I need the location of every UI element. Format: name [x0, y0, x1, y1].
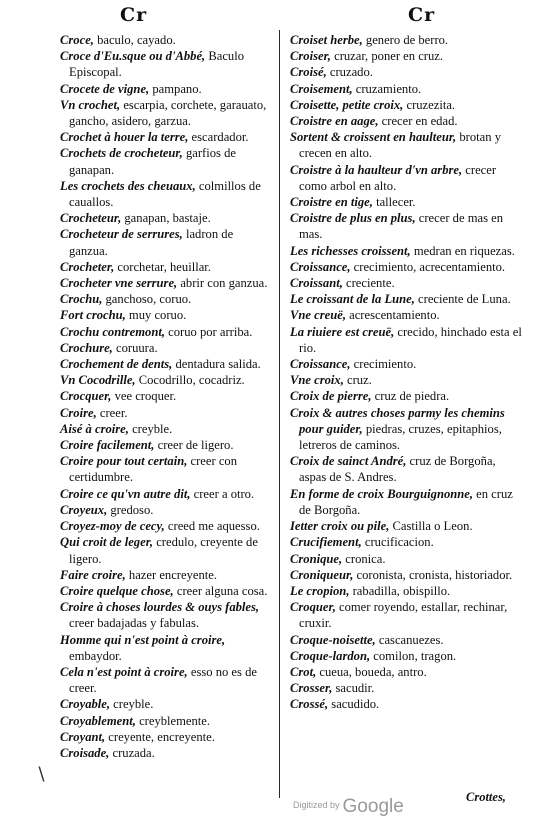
dictionary-entry	[60, 48, 274, 80]
dictionary-entry	[290, 388, 522, 404]
entry-translation: cruzado.	[326, 65, 373, 80]
entry-translation: crecer de mas en mas.	[299, 211, 504, 242]
entry-translation: corchetar, heuillar.	[114, 259, 211, 274]
entry-headword: Vn crochet,	[60, 97, 121, 112]
entry-translation: Baculo Episcopal.	[69, 49, 245, 80]
entry-headword: Croire,	[60, 405, 97, 420]
entry-translation: tallecer.	[372, 195, 416, 210]
entry-headword: Croque-noisette,	[290, 632, 376, 647]
dictionary-entry	[60, 291, 274, 307]
entry-headword: Le croissant de la Lune,	[290, 292, 415, 307]
dictionary-entry	[60, 453, 274, 485]
dictionary-entry	[60, 599, 274, 631]
dictionary-entry	[290, 680, 522, 696]
entry-translation: creer a otro.	[190, 486, 255, 501]
entry-headword: Crocheter,	[60, 259, 115, 274]
entry-headword: Croyeux,	[60, 502, 108, 517]
dictionary-entry	[60, 81, 274, 97]
dictionary-entry	[290, 324, 522, 356]
entry-translation: cascanuezes.	[375, 632, 444, 647]
entry-headword: Croire quelque chose,	[60, 583, 174, 598]
dictionary-entry	[290, 551, 522, 567]
dictionary-entry	[60, 664, 274, 696]
entry-headword: Croniqueur,	[290, 567, 354, 582]
entry-headword: Le cropion,	[290, 583, 350, 598]
entry-translation: creer alguna cosa.	[173, 583, 268, 598]
entry-translation: colmillos de cauallos.	[69, 178, 261, 210]
entry-translation: cruzezita.	[403, 97, 456, 112]
entry-headword: Croyable,	[60, 697, 111, 712]
dictionary-entry	[60, 696, 274, 712]
entry-translation: esso no es de creer.	[69, 664, 257, 696]
entry-headword: Croyablement,	[60, 713, 136, 728]
entry-translation: crecer en edad.	[378, 114, 458, 129]
entry-translation: rabadilla, obispillo.	[349, 583, 451, 598]
dictionary-entry	[290, 534, 522, 550]
entry-translation: ganchoso, coruo.	[102, 292, 192, 307]
entry-headword: Croix & autres choses parmy les chemins pour guider,	[290, 405, 505, 436]
entry-translation: brotan y crecen en alto.	[299, 130, 501, 161]
left-column-header: Cr	[120, 4, 148, 26]
entry-headword: Croissance,	[290, 357, 351, 372]
entry-translation: abrir con ganzua.	[177, 276, 268, 291]
dictionary-entry	[60, 259, 274, 275]
dictionary-entry	[60, 356, 274, 372]
dictionary-entry	[290, 664, 522, 680]
dictionary-entry	[290, 599, 522, 631]
dictionary-entry	[60, 437, 274, 453]
dictionary-entry	[60, 372, 274, 388]
entry-translation: muy coruo.	[125, 308, 187, 323]
dictionary-entry	[60, 324, 274, 340]
dictionary-entry	[290, 453, 522, 485]
dictionary-entry	[60, 486, 274, 502]
entry-headword: Cronique,	[290, 551, 343, 566]
entry-headword: Ietter croix ou pile,	[290, 519, 390, 534]
entry-translation: creer con certidumbre.	[69, 454, 237, 485]
right-column	[290, 32, 522, 713]
dictionary-entry	[60, 713, 274, 729]
dictionary-entry	[60, 632, 274, 664]
dictionary-entry	[290, 210, 522, 242]
left-column	[60, 32, 274, 761]
entry-translation: genero de berro.	[362, 33, 449, 47]
entry-headword: Qui croit de leger,	[60, 535, 154, 550]
dictionary-entry	[290, 567, 522, 583]
entry-translation: embaydor.	[69, 648, 122, 663]
entry-translation: cruz de piedra.	[371, 389, 450, 404]
entry-translation: creyente, encreyente.	[105, 729, 215, 744]
entry-headword: Croistre en aage,	[290, 114, 379, 129]
catchword: Crottes,	[466, 790, 506, 804]
margin-mark: ∖	[35, 764, 47, 785]
entry-headword: Sortent & croissent en haulteur,	[290, 130, 457, 145]
entry-translation: crecido, hinchado esta el rio.	[299, 324, 522, 355]
entry-headword: Croissant,	[290, 276, 343, 291]
dictionary-entry	[60, 275, 274, 291]
entry-translation: escarpia, corchete, garauato, gancho, asidero, garzua.	[69, 97, 267, 129]
google-logo: Google	[342, 796, 404, 817]
entry-headword: Crocete de vigne,	[60, 81, 150, 96]
entry-translation: dentadura salida.	[172, 357, 261, 372]
entry-headword: En forme de croix Bourguignonne,	[290, 486, 473, 501]
entry-translation: creyblemente.	[135, 713, 211, 728]
entry-translation: creer.	[96, 405, 128, 420]
dictionary-entry	[290, 259, 522, 275]
dictionary-entry	[290, 583, 522, 599]
entry-translation: cronica.	[342, 551, 386, 566]
entry-translation: crecer como arbol en alto.	[299, 162, 497, 193]
entry-translation: cueua, boueda, antro.	[316, 664, 427, 679]
dictionary-entry	[290, 48, 522, 64]
entry-translation: garfios de ganapan.	[69, 146, 236, 177]
dictionary-entry	[290, 356, 522, 372]
entry-translation: ladron de ganzua.	[69, 227, 234, 258]
entry-headword: Crochet à houer la terre,	[60, 130, 189, 145]
entry-headword: La riuiere est creuë,	[290, 324, 395, 339]
dictionary-entry	[290, 696, 522, 712]
entry-translation: baculo, cayado.	[93, 33, 176, 47]
dictionary-entry	[290, 243, 522, 259]
entry-translation: crecimiento.	[350, 357, 417, 372]
entry-headword: Crosser,	[290, 681, 333, 696]
entry-translation: gredoso.	[107, 502, 154, 517]
dictionary-entry	[60, 502, 274, 518]
entry-headword: Croisade,	[60, 745, 110, 760]
entry-headword: Vne creuë,	[290, 308, 346, 323]
entry-headword: Crochu contremont,	[60, 324, 165, 339]
dictionary-entry	[290, 372, 522, 388]
dictionary-entry	[60, 340, 274, 356]
dictionary-entry	[60, 307, 274, 323]
dictionary-entry	[290, 632, 522, 648]
dictionary-entry	[290, 32, 522, 48]
entry-headword: Fort crochu,	[60, 308, 126, 323]
dictionary-entry	[60, 178, 274, 210]
entry-translation: cruz de Borgoña, aspas de S. Andres.	[299, 454, 496, 485]
dictionary-entry	[60, 534, 274, 566]
entry-headword: Crocheter vne serrure,	[60, 276, 178, 291]
entry-translation: comer royendo, estallar, rechinar, cruxir.	[299, 600, 508, 631]
entry-translation: creciente de Luna.	[414, 292, 511, 307]
entry-headword: Homme qui n'est point à croire,	[60, 632, 226, 647]
right-column-header: Cr	[408, 4, 436, 26]
entry-headword: Croisement,	[290, 81, 353, 96]
entry-translation: cruzamiento.	[352, 81, 422, 96]
entry-translation: coronista, cronista, historiador.	[353, 567, 513, 582]
entry-headword: Vne croix,	[290, 373, 344, 388]
entry-translation: creyble.	[128, 421, 173, 436]
entry-translation: creciente.	[342, 276, 395, 291]
dictionary-entry	[290, 291, 522, 307]
entry-translation: en cruz de Borgoña.	[299, 486, 513, 517]
entry-headword: Croquer,	[290, 600, 336, 615]
dictionary-entry	[290, 194, 522, 210]
entry-translation: creed me aquesso.	[164, 519, 260, 534]
entry-headword: Croyant,	[60, 729, 106, 744]
entry-translation: creyble.	[110, 697, 154, 712]
dictionary-entry	[290, 275, 522, 291]
entry-headword: Cela n'est point à croire,	[60, 664, 188, 679]
entry-headword: Croire pour tout certain,	[60, 454, 188, 469]
entry-headword: Croce d'Eu.sque ou d'Abbé,	[60, 49, 206, 64]
entry-headword: Crocheteur,	[60, 211, 122, 226]
entry-translation: acrescentamiento.	[345, 308, 440, 323]
dictionary-entry	[290, 97, 522, 113]
dictionary-entry	[290, 486, 522, 518]
dictionary-entry	[60, 388, 274, 404]
entry-translation: ganapan, bastaje.	[121, 211, 211, 226]
dictionary-entry	[60, 97, 274, 129]
entry-headword: Croix de pierre,	[290, 389, 372, 404]
entry-headword: Crochure,	[60, 340, 113, 355]
dictionary-entry	[60, 129, 274, 145]
entry-translation: crecimiento, acrecentamiento.	[350, 259, 506, 274]
entry-headword: Crot,	[290, 664, 317, 679]
entry-translation: sacudido.	[328, 697, 380, 712]
entry-translation: creer badajadas y fabulas.	[69, 616, 200, 631]
entry-translation: Castilla o Leon.	[389, 519, 473, 534]
entry-headword: Croisette, petite croix,	[290, 97, 404, 112]
dictionary-entry	[290, 405, 522, 454]
entry-headword: Croire facilement,	[60, 438, 155, 453]
entry-headword: Croire à choses lourdes & ouys fables,	[60, 600, 260, 615]
dictionary-entry	[60, 405, 274, 421]
dictionary-entry	[290, 81, 522, 97]
entry-translation: cruzada.	[109, 745, 155, 760]
entry-headword: Crucifiement,	[290, 535, 362, 550]
entry-translation: hazer encreyente.	[125, 567, 218, 582]
entry-headword: Croire ce qu'vn autre dit,	[60, 486, 191, 501]
entry-headword: Faire croire,	[60, 567, 126, 582]
entry-headword: Crossé,	[290, 697, 329, 712]
entry-translation: piedras, cruzes, epitaphios, letreros de caminos.	[299, 421, 502, 453]
dictionary-entry	[60, 567, 274, 583]
dictionary-entry	[290, 307, 522, 323]
dictionary-entry	[60, 32, 274, 48]
entry-headword: Les crochets des cheuaux,	[60, 178, 196, 193]
entry-headword: Croistre à la haulteur d'vn arbre,	[290, 162, 463, 177]
dictionary-entry	[60, 583, 274, 599]
dictionary-entry	[60, 518, 274, 534]
entry-headword: Croque-lardon,	[290, 648, 371, 663]
entry-headword: Aisé à croire,	[60, 421, 129, 436]
entry-headword: Les richesses croissent,	[290, 243, 411, 258]
entry-headword: Vn Cocodrille,	[60, 373, 136, 388]
entry-headword: Croisé,	[290, 65, 327, 80]
entry-translation: cruz.	[343, 373, 372, 388]
entry-translation: crucificacion.	[361, 535, 434, 550]
entry-headword: Crochu,	[60, 292, 103, 307]
entry-headword: Croix de sainct André,	[290, 454, 407, 469]
entry-headword: Crocheteur de serrures,	[60, 227, 183, 242]
dictionary-entry	[60, 226, 274, 258]
entry-translation: comilon, tragon.	[370, 648, 457, 663]
digitized-watermark	[293, 796, 404, 818]
entry-headword: Crochets de crocheteur,	[60, 146, 183, 161]
column-divider	[279, 30, 280, 798]
entry-translation: cruzar, poner en cruz.	[330, 49, 444, 64]
entry-headword: Croissance,	[290, 259, 351, 274]
dictionary-entry	[290, 113, 522, 129]
entry-headword: Croistre de plus en plus,	[290, 211, 416, 226]
dictionary-entry	[60, 145, 274, 177]
entry-translation: sacudir.	[332, 681, 375, 696]
dictionary-entry	[290, 518, 522, 534]
entry-translation: escardador.	[188, 130, 249, 145]
dictionary-entry	[60, 745, 274, 761]
entry-translation: coruura.	[112, 340, 158, 355]
entry-translation: coruo por arriba.	[164, 324, 253, 339]
dictionary-entry	[60, 210, 274, 226]
entry-headword: Croyez-moy de cecy,	[60, 519, 165, 534]
entry-headword: Crochement de dents,	[60, 357, 173, 372]
dictionary-entry	[290, 129, 522, 161]
watermark-prefix: Digitized by	[293, 800, 340, 810]
entry-translation: creer de ligero.	[154, 438, 234, 453]
dictionary-entry	[290, 162, 522, 194]
entry-headword: Croiset herbe,	[290, 33, 363, 47]
entry-translation: pampano.	[149, 81, 202, 96]
entry-headword: Croistre en tige,	[290, 195, 373, 210]
entry-headword: Croiser,	[290, 49, 331, 64]
dictionary-entry	[290, 648, 522, 664]
entry-translation: credulo, creyente de ligero.	[69, 535, 258, 566]
entry-headword: Crocquer,	[60, 389, 112, 404]
entry-headword: Croce,	[60, 33, 94, 47]
entry-translation: Cocodrillo, cocadriz.	[135, 373, 245, 388]
entry-translation: vee croquer.	[111, 389, 177, 404]
dictionary-entry	[60, 421, 274, 437]
dictionary-entry	[290, 64, 522, 80]
entry-translation: medran en riquezas.	[410, 243, 515, 258]
dictionary-entry	[60, 729, 274, 745]
